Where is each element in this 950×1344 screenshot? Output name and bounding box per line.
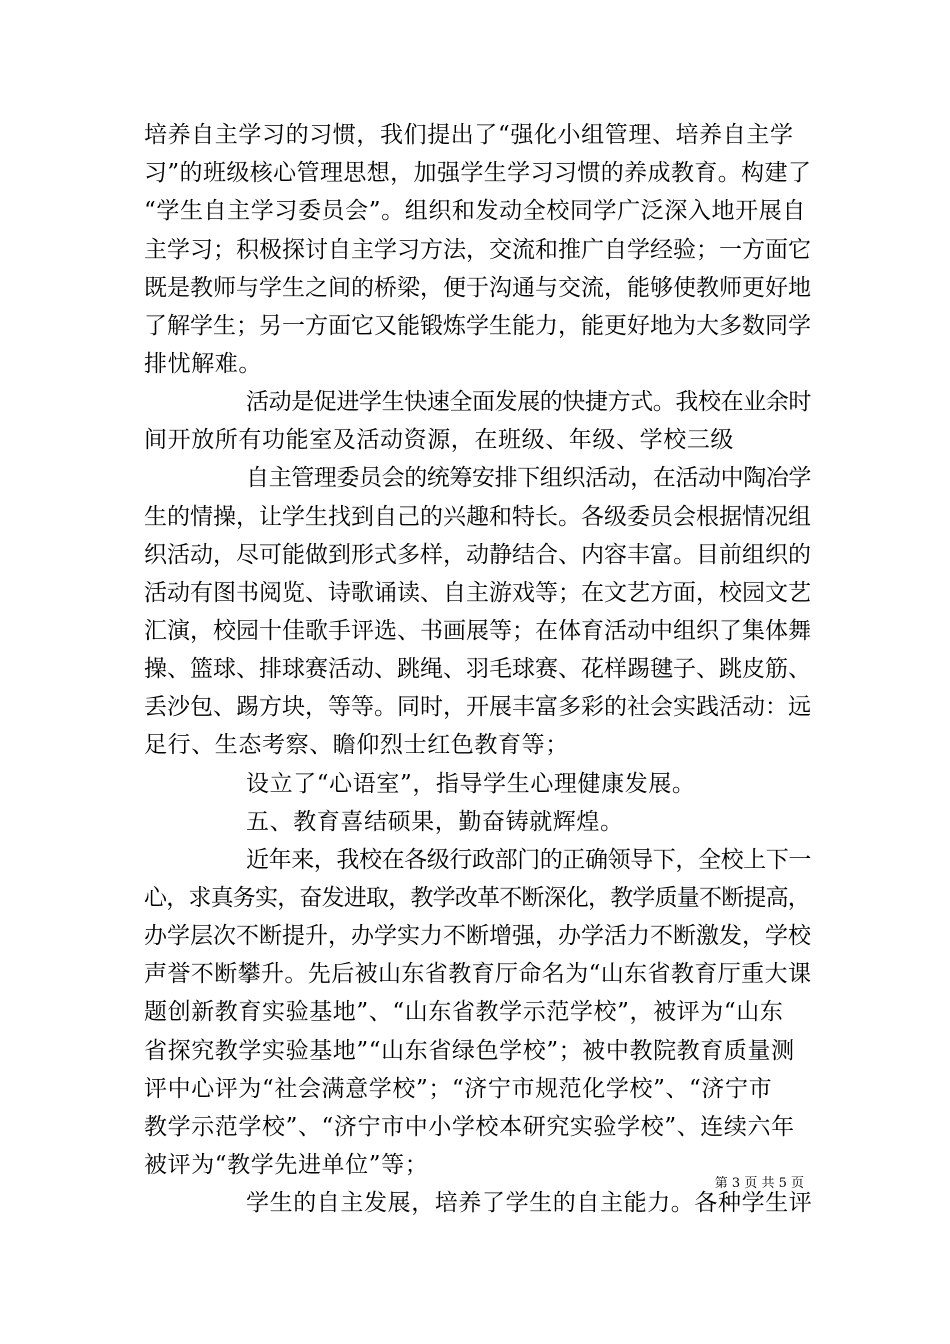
text-line: 了解学生；另一方面它又能锻炼学生能力，能更好地为大多数同学 — [144, 313, 811, 339]
section-heading: 五、教育喜结硕果，勤奋铸就辉煌。 — [246, 809, 624, 835]
text-line: 织活动，尽可能做到形式多样，动静结合、内容丰富。目前组织的 — [144, 542, 811, 568]
text-line: 培养自主学习的习惯，我们提出了“强化小组管理、培养自主学 — [144, 122, 794, 148]
text-line: “学生自主学习委员会”。组织和发动全校同学广泛深入地开展自 — [144, 198, 806, 224]
text-line: 排忧解难。 — [144, 351, 262, 377]
text-line: 评中心评为“社会满意学校”；“济宁市规范化学校”、“济宁市 — [144, 1076, 773, 1102]
text-line: 操、篮球、排球赛活动、跳绳、羽毛球赛、花样踢毽子、跳皮筋、 — [144, 656, 811, 682]
text-line: 自主管理委员会的统筹安排下组织活动，在活动中陶冶学 — [246, 465, 812, 491]
text-line: 间开放所有功能室及活动资源，在班级、年级、学校三级 — [144, 427, 734, 453]
text-line: 题创新教育实验基地”、“山东省教学示范学校”，被评为“山东 — [144, 999, 784, 1025]
text-line: 生的情操，让学生找到自己的兴趣和特长。各级委员会根据情况组 — [144, 504, 811, 530]
text-line: 汇演，校园十佳歌手评选、书画展等；在体育活动中组织了集体舞 — [144, 618, 811, 644]
text-line: 活动有图书阅览、诗歌诵读、自主游戏等；在文艺方面，校园文艺 — [144, 580, 811, 606]
text-line: 心，求真务实，奋发进取，教学改革不断深化，教学质量不断提高， — [144, 885, 811, 911]
text-line: 丢沙包、踢方块，等等。同时，开展丰富多彩的社会实践活动：远 — [144, 694, 811, 720]
text-line: 主学习；积极探讨自主学习方法，交流和推广自学经验；一方面它 — [144, 237, 811, 263]
text-line: 被评为“教学先进单位”等； — [144, 1152, 429, 1178]
text-line: 学生的自主发展，培养了学生的自主能力。各种学生评 — [246, 1190, 813, 1216]
text-line: 办学层次不断提升，办学实力不断增强，办学活力不断激发，学校 — [144, 923, 811, 949]
text-line: 习”的班级核心管理思想，加强学生学习习惯的养成教育。构建了 — [144, 160, 812, 186]
text-line: 既是教师与学生之间的桥梁，便于沟通与交流，能够使教师更好地 — [144, 275, 811, 301]
page-number: 第 3 页 共 5 页 — [714, 1176, 804, 1191]
text-line: 声誉不断攀升。先后被山东省教育厅命名为“山东省教育厅重大课 — [144, 961, 812, 987]
text-line: 设立了“心语室”，指导学生心理健康发展。 — [246, 771, 696, 797]
text-line: 教学示范学校”、“济宁市中小学校本研究实验学校”、连续六年 — [144, 1114, 795, 1140]
text-line: 活动是促进学生快速全面发展的快捷方式。我校在业余时 — [246, 389, 812, 415]
text-line: 足行、生态考察、瞻仰烈士红色教育等； — [144, 732, 569, 758]
text-line: 省探究教学实验基地”“山东省绿色学校”；被中教院教育质量测 — [144, 1038, 795, 1064]
text-line: 近年来，我校在各级行政部门的正确领导下，全校上下一 — [246, 847, 812, 873]
